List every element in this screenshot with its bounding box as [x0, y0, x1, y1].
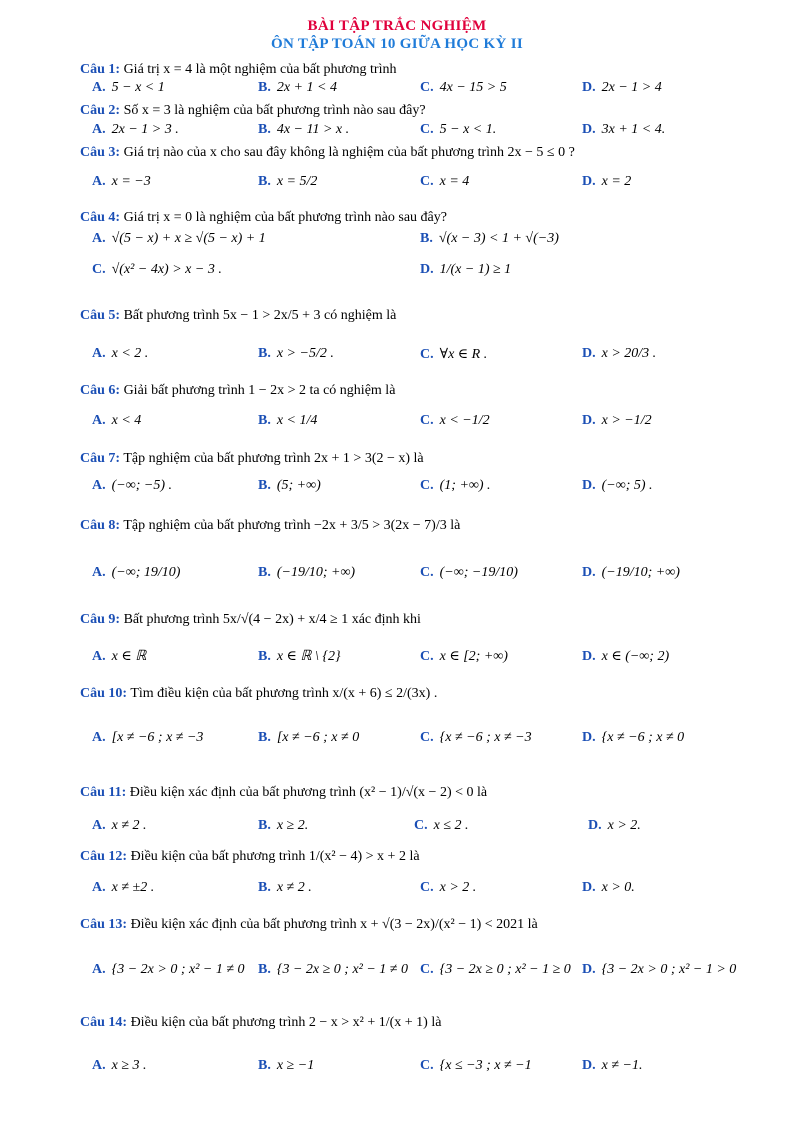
question-label: Câu 14: [80, 1015, 128, 1030]
question-3 [80, 145, 575, 161]
option-a[interactable]: A. [x ≠ −6 ; x ≠ −3 [92, 730, 204, 745]
option-b[interactable]: B. x ≠ 2 . [258, 880, 312, 895]
option-d[interactable]: D. 2x − 1 > 4 [582, 80, 662, 95]
option-c[interactable]: C. {3 − 2x ≥ 0 ; x² − 1 ≥ 0 [420, 962, 571, 977]
option-c[interactable]: C. x < −1/2 [420, 413, 490, 428]
option-a[interactable]: A. (−∞; −5) . [92, 478, 172, 493]
option-d[interactable]: D. 1/(x − 1) ≥ 1 [420, 262, 512, 277]
question-label: Câu 8: [80, 518, 121, 533]
question-12 [80, 849, 420, 865]
option-d[interactable]: D. {3 − 2x > 0 ; x² − 1 > 0 [582, 962, 737, 977]
option-b[interactable]: B. x < 1/4 [258, 413, 318, 428]
question-2 [80, 103, 426, 119]
question-text: Bất phương trình 5x − 1 > 2x/5 + 3 có nghiệm là [123, 308, 397, 323]
question-text: Điều kiện xác định của bất phương trình (x² − 1)/√(x − 2) < 0 là [129, 785, 488, 800]
option-b[interactable]: B. √(x − 3) < 1 + √(−3) [420, 231, 559, 246]
question-text: Tập nghiệm của bất phương trình 2x + 1 > 3(2 − x) là [123, 451, 424, 466]
question-label: Câu 9: [80, 612, 121, 627]
question-label: Câu 5: [80, 308, 121, 323]
option-a[interactable]: A. x ≠ ±2 . [92, 880, 155, 895]
question-label: Câu 1: [80, 62, 121, 77]
option-c[interactable]: C. (−∞; −19/10) [420, 565, 518, 580]
question-text: Bất phương trình 5x/√(4 − 2x) + x/4 ≥ 1 xác định khi [123, 612, 421, 627]
question-label: Câu 6: [80, 383, 121, 398]
option-c[interactable]: C. 5 − x < 1. [420, 122, 497, 137]
question-text: Giá trị x = 0 là nghiệm của bất phương trình nào sau đây? [123, 210, 447, 225]
question-text: Điều kiện của bất phương trình 2 − x > x² + 1/(x + 1) là [130, 1015, 442, 1030]
option-b[interactable]: B. x > −5/2 . [258, 346, 334, 361]
question-label: Câu 7: [80, 451, 121, 466]
option-d[interactable]: D. (−19/10; +∞) [582, 565, 680, 580]
question-text: Điều kiện của bất phương trình 1/(x² − 4) > x + 2 là [130, 849, 420, 864]
option-c[interactable]: C. {x ≠ −6 ; x ≠ −3 [420, 730, 532, 745]
option-a[interactable]: A. x ≥ 3 . [92, 1058, 147, 1073]
option-c[interactable]: C. x = 4 [420, 174, 470, 189]
option-a[interactable]: A. 2x − 1 > 3 . [92, 122, 179, 137]
option-b[interactable]: B. 4x − 11 > x . [258, 122, 350, 137]
option-c[interactable]: C. x ∈ [2; +∞) [420, 649, 508, 664]
option-c[interactable]: C. ∀x ∈ R . [420, 347, 488, 362]
question-text: Giải bất phương trình 1 − 2x > 2 ta có nghiệm là [123, 383, 396, 398]
question-6 [80, 383, 395, 399]
question-label: Câu 3: [80, 145, 121, 160]
question-10 [80, 686, 437, 702]
option-d[interactable]: D. x ≠ −1. [582, 1058, 643, 1073]
option-d[interactable]: D. 3x + 1 < 4. [582, 122, 666, 137]
question-text: Số x = 3 là nghiệm của bất phương trình nào sau đây? [123, 103, 426, 118]
option-c[interactable]: C. x > 2 . [420, 880, 477, 895]
question-label: Câu 2: [80, 103, 121, 118]
option-a[interactable]: A. x ≠ 2 . [92, 818, 147, 833]
option-a[interactable]: A. x < 4 [92, 413, 142, 428]
option-d[interactable]: D. x ∈ (−∞; 2) [582, 649, 670, 664]
question-text: Giá trị nào của x cho sau đây không là nghiệm của bất phương trình 2x − 5 ≤ 0 ? [123, 145, 575, 160]
question-label: Câu 12: [80, 849, 128, 864]
option-c[interactable]: C. √(x² − 4x) > x − 3 . [92, 262, 222, 277]
option-b[interactable]: B. [x ≠ −6 ; x ≠ 0 [258, 730, 360, 745]
option-d[interactable]: D. x > −1/2 [582, 413, 652, 428]
question-label: Câu 10: [80, 686, 128, 701]
question-7 [80, 451, 424, 467]
option-d[interactable]: D. x = 2 [582, 174, 632, 189]
option-b[interactable]: B. {3 − 2x ≥ 0 ; x² − 1 ≠ 0 [258, 962, 408, 977]
option-c[interactable]: C. {x ≤ −3 ; x ≠ −1 [420, 1058, 532, 1073]
option-b[interactable]: B. x ≥ 2. [258, 818, 309, 833]
question-4 [80, 210, 447, 226]
option-b[interactable]: B. (−19/10; +∞) [258, 565, 356, 580]
option-a[interactable]: A. (−∞; 19/10) [92, 565, 181, 580]
question-label: Câu 13: [80, 917, 128, 932]
question-14 [80, 1015, 441, 1031]
question-text: Điều kiện xác định của bất phương trình x + √(3 − 2x)/(x² − 1) < 2021 là [130, 917, 538, 932]
question-text: Tìm điều kiện của bất phương trình x/(x + 6) ≤ 2/(3x) . [130, 686, 438, 701]
option-d[interactable]: D. x > 0. [582, 880, 635, 895]
option-d[interactable]: D. {x ≠ −6 ; x ≠ 0 [582, 730, 685, 745]
option-b[interactable]: B. x ∈ ℝ \ {2} [258, 649, 341, 664]
option-a[interactable]: A. √(5 − x) + x ≥ √(5 − x) + 1 [92, 231, 266, 246]
option-d[interactable]: D. (−∞; 5) . [582, 478, 653, 493]
option-d[interactable]: D. x > 2. [588, 818, 641, 833]
question-text: Tập nghiệm của bất phương trình −2x + 3/5 > 3(2x − 7)/3 là [123, 518, 461, 533]
option-a[interactable]: A. x < 2 . [92, 346, 149, 361]
option-b[interactable]: B. x ≥ −1 [258, 1058, 315, 1073]
worksheet-title: BÀI TẬP TRẮC NGHIỆM [307, 18, 487, 34]
question-5 [80, 308, 396, 324]
option-c[interactable]: C. x ≤ 2 . [414, 818, 469, 833]
question-text: Giá trị x = 4 là một nghiệm của bất phương trình [123, 62, 397, 77]
question-1 [80, 62, 396, 78]
question-8 [80, 518, 460, 534]
question-label: Câu 11: [80, 785, 127, 800]
option-d[interactable]: D. x > 20/3 . [582, 346, 657, 361]
option-a[interactable]: A. {3 − 2x > 0 ; x² − 1 ≠ 0 [92, 962, 245, 977]
question-13 [80, 917, 538, 933]
option-b[interactable]: B. (5; +∞) [258, 478, 321, 493]
option-a[interactable]: A. x ∈ ℝ [92, 649, 147, 664]
option-b[interactable]: B. 2x + 1 < 4 [258, 80, 337, 95]
worksheet-subtitle: ÔN TẬP TOÁN 10 GIỮA HỌC KỲ II [271, 36, 523, 52]
option-b[interactable]: B. x = 5/2 [258, 174, 318, 189]
question-label: Câu 4: [80, 210, 121, 225]
option-c[interactable]: C. 4x − 15 > 5 [420, 80, 507, 95]
option-a[interactable]: A. 5 − x < 1 [92, 80, 165, 95]
option-c[interactable]: C. (1; +∞) . [420, 478, 491, 493]
question-9 [80, 612, 421, 628]
option-a[interactable]: A. x = −3 [92, 174, 151, 189]
question-11 [80, 785, 487, 801]
